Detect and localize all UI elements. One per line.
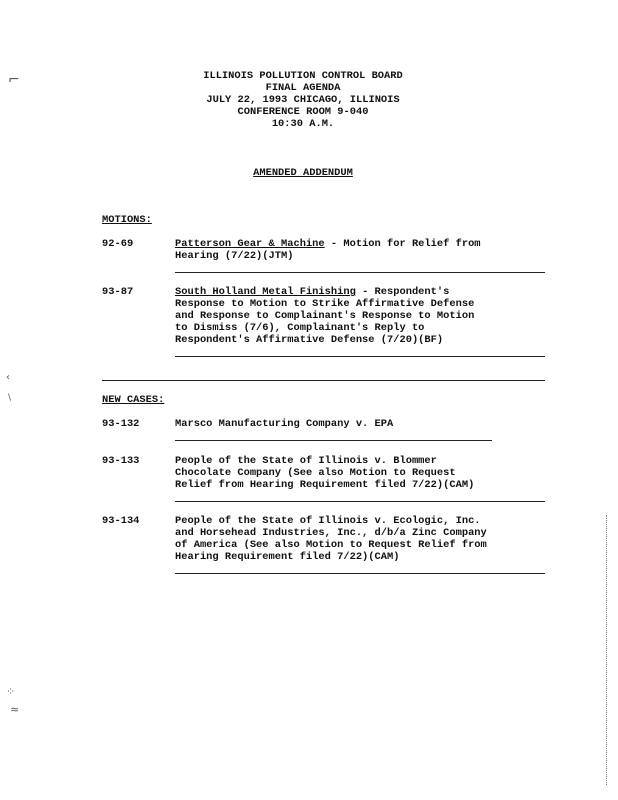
case-number: 93-132: [102, 418, 140, 430]
case-description: [175, 286, 555, 346]
case-number: 93-133: [102, 455, 140, 467]
case-description: [175, 455, 555, 491]
case-title: Patterson Gear & Machine: [175, 238, 325, 250]
description-line: of America (See also Motion to Request Relief from: [175, 539, 487, 551]
scan-mark: \: [8, 393, 12, 403]
description-line: and Response to Complainant's Response to Motion: [175, 310, 475, 322]
description-text: - Motion for Relief from: [324, 238, 481, 250]
item-separator: [175, 440, 492, 441]
item-separator: [175, 573, 545, 574]
amended-addendum-title: AMENDED ADDENDUM: [253, 167, 353, 179]
item-separator: [175, 501, 545, 502]
case-number: 93-87: [102, 286, 134, 298]
item-separator: [175, 356, 545, 357]
new-cases-heading: NEW CASES:: [102, 394, 165, 406]
scan-edge-line: [606, 515, 607, 785]
description-line: and Horsehead Industries, Inc., d/b/a Zinc Company: [175, 527, 487, 539]
board-name: ILLINOIS POLLUTION CONTROL BOARD: [203, 70, 403, 82]
description-line: Hearing (7/22)(JTM): [175, 250, 294, 262]
case-description: [175, 418, 555, 430]
case-description: [175, 238, 555, 262]
case-title: South Holland Metal Finishing: [175, 286, 356, 298]
description-line: [175, 286, 555, 298]
description-line: [175, 238, 555, 250]
meeting-room: CONFERENCE ROOM 9-040: [237, 106, 369, 118]
description-line: Relief from Hearing Requirement filed 7/22)(CAM): [175, 479, 475, 491]
description-line: Hearing Requirement filed 7/22)(CAM): [175, 551, 400, 563]
description-text: - Respondent's: [355, 286, 450, 298]
case-number: 93-134: [102, 515, 140, 527]
scan-mark: ⌐: [8, 72, 20, 88]
agenda-type: FINAL AGENDA: [265, 82, 341, 94]
document-subtitle: [150, 167, 456, 179]
description-line: People of the State of Illinois v. Blommer: [175, 455, 437, 467]
section-separator: [102, 380, 545, 381]
scan-mark: ⁘: [6, 685, 16, 698]
description-line: Chocolate Company (See also Motion to Request: [175, 467, 456, 479]
agenda-header: [150, 70, 456, 130]
case-description: [175, 515, 555, 563]
scan-mark: ‹: [6, 372, 10, 383]
motions-heading: MOTIONS:: [102, 214, 152, 226]
description-line: People of the State of Illinois v. Ecologic, Inc.: [175, 515, 481, 527]
description-line: Respondent's Affirmative Defense (7/20)(BF): [175, 334, 444, 346]
scan-mark: ≈: [10, 703, 20, 716]
description-line: Response to Motion to Strike Affirmative Defense: [175, 298, 475, 310]
description-line: Marsco Manufacturing Company v. EPA: [175, 418, 394, 430]
meeting-date-location: JULY 22, 1993 CHICAGO, ILLINOIS: [206, 94, 400, 106]
meeting-time: 10:30 A.M.: [271, 118, 335, 130]
item-separator: [175, 272, 545, 273]
description-line: to Dismiss (7/6), Complainant's Reply to: [175, 322, 425, 334]
case-number: 92-69: [102, 238, 134, 250]
